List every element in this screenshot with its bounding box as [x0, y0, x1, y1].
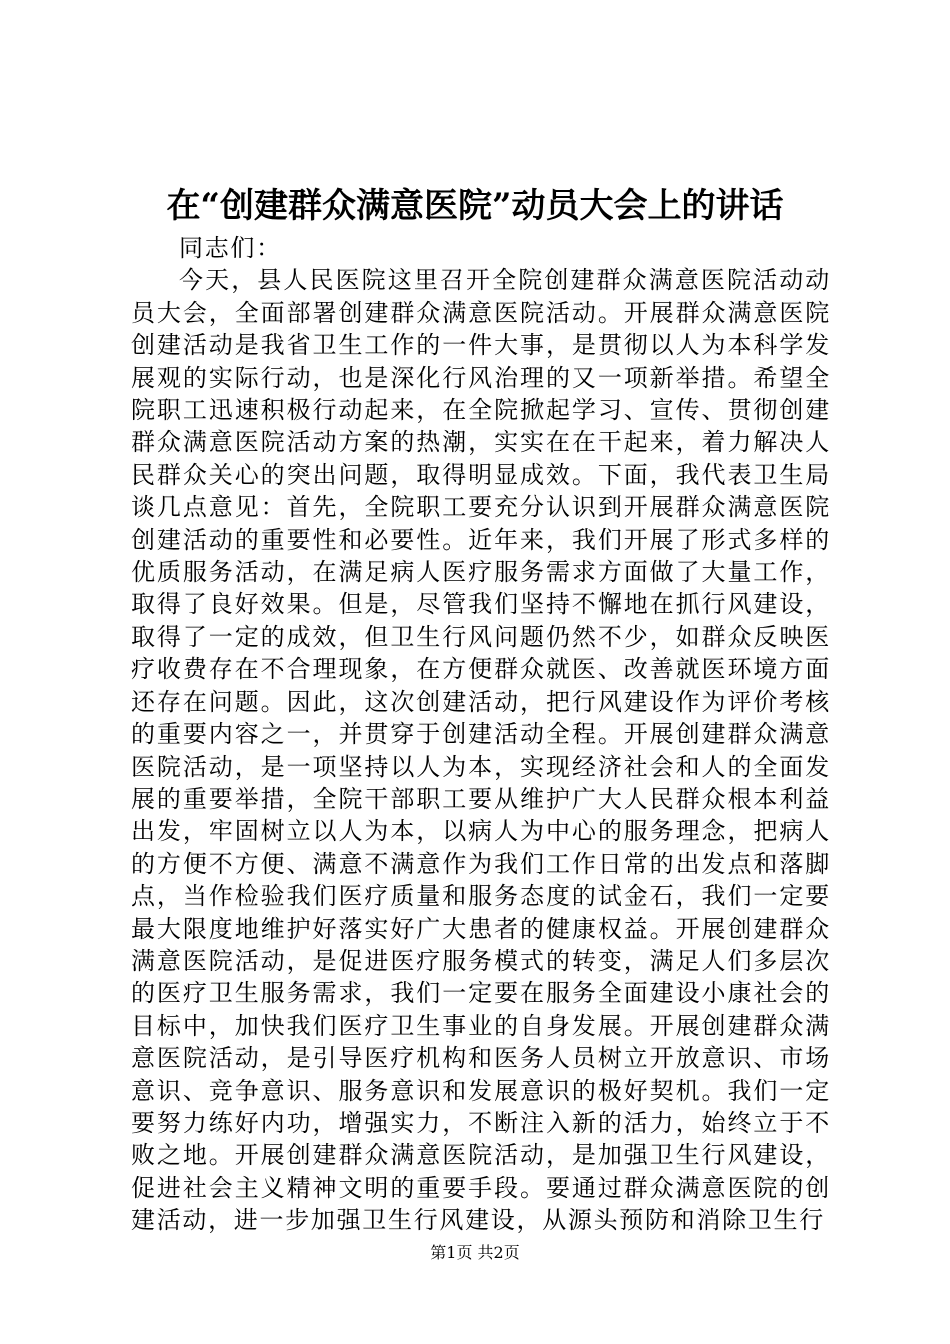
- document-body: [131, 232, 831, 1237]
- salutation: 同志们：: [179, 234, 282, 262]
- body-paragraph: 今天，县人民医院这里召开全院创建群众满意医院活动动员大会，全面部署创建群众满意医院活动。开展群众满意医院创建活动是我省卫生工作的一件大事，是贯彻以人为本科学发展观的实际行动，也是深化行风治理的又一项新举措。希望全院职工迅速积极行动起来，在全院掀起学习、宣传、贯彻创建群众满意医院活动方案的热潮，实实在在干起来，着力解决人民群众关心的突出问题，取得明显成效。下面，我代表卫生局谈几点意见：首先，全院职工要充分认识到开展群众满意医院创建活动的重要性和必要性。近年来，我们开展了形式多样的优质服务活动，在满足病人医疗服务需求方面做了大量工作，取得了良好效果。但是，尽管我们坚持不懈地在抓行风建设，取得了一定的成效，但卫生行风问题仍然不少，如群众反映医疗收费存在不合理现象，在方便群众就医、改善就医环境方面还存在问题。因此，这次创建活动，把行风建设作为评价考核的重要内容之一，并贯穿于创建活动全程。开展创建群众满意医院活动，是一项坚持以人为本，实现经济社会和人的全面发展的重要举措，全院干部职工要从维护广大人民群众根本利益出发，牢固树立以人为本，以病人为中心的服务理念，把病人的方便不方便、满意不满意作为我们工作日常的出发点和落脚点，当作检验我们医疗质量和服务态度的试金石，我们一定要最大限度地维护好落实好广大患者的健康权益。开展创建群众满意医院活动，是促进医疗服务模式的转变，满足人们多层次的医疗卫生服务需求，我们一定要在服务全面建设小康社会的目标中，加快我们医疗卫生事业的自身发展。开展创建群众满意医院活动，是引导医疗机构和医务人员树立开放意识、市场意识、竞争意识、服务意识和发展意识的极好契机。我们一定要努力练好内功，增强实力，不断注入新的活力，始终立于不败之地。开展创建群众满意医院活动，是加强卫生行风建设，促进社会主义精神文明的重要手段。要通过群众满意医院的创建活动，进一步加强卫生行风建设，从源头预防和消除卫生行: [131, 266, 831, 1235]
- document-title: 在“创建群众满意医院”动员大会上的讲话: [166, 186, 784, 226]
- page-footer: 第1页 共2页: [430, 1243, 520, 1262]
